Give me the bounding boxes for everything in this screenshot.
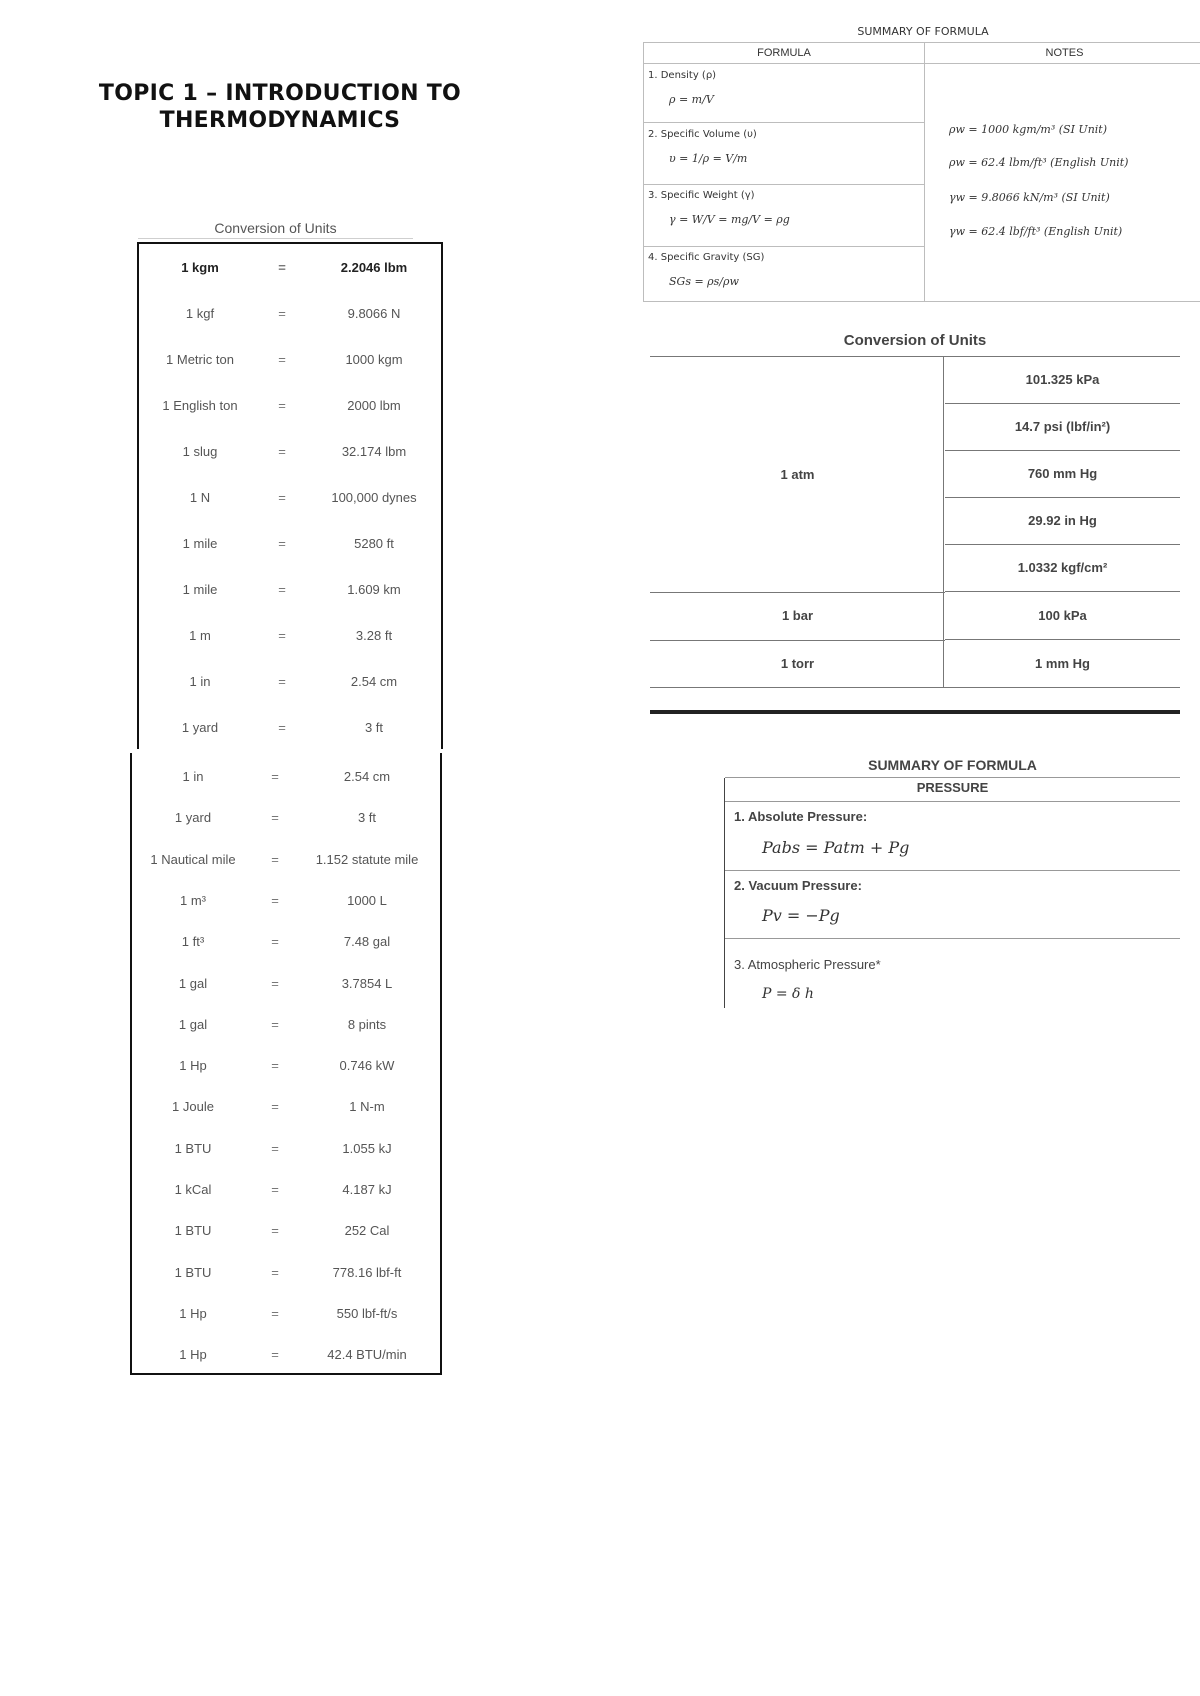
- equals-sign: =: [271, 934, 279, 950]
- conversion-row: [133, 963, 437, 1004]
- conversion-to: 550 lbf-ft/s: [336, 1305, 398, 1321]
- specific-gravity-label: 4. Specific Gravity (SG): [648, 252, 765, 263]
- conversion-to: 2.54 cm: [350, 673, 398, 689]
- conversion-to: 5280 ft: [354, 535, 394, 551]
- formula-column-header: FORMULA: [644, 43, 925, 64]
- conversion-from: 1 in: [182, 769, 204, 784]
- title-line-2: THERMODYNAMICS: [159, 108, 401, 133]
- vacuum-pressure-formula: Pv = −Pg: [762, 906, 840, 925]
- conversion-to: 3 ft: [357, 810, 377, 826]
- section-divider: [650, 710, 1180, 714]
- equals-sign: =: [271, 769, 279, 784]
- specific-gravity-formula: SGs = ρs/ρw: [669, 275, 739, 288]
- summary-formula-title: SUMMARY OF FORMULA: [857, 25, 989, 38]
- conversion-from: 1 mile: [182, 535, 218, 551]
- equals-sign: =: [278, 719, 286, 735]
- equals-sign: =: [278, 627, 286, 643]
- conversion-to: 778.16 lbf-ft: [332, 1264, 402, 1280]
- conversion-from: 1 m: [189, 627, 211, 643]
- title-line-1: TOPIC 1 – INTRODUCTION TO: [98, 81, 462, 106]
- conversion-row: [133, 880, 437, 921]
- density-formula: ρ = m/V: [669, 93, 714, 106]
- conversion-from: 1 m³: [180, 892, 206, 908]
- conversion-to: 1000 L: [347, 892, 387, 908]
- torr-label: 1 torr: [780, 656, 815, 671]
- bar-label: 1 bar: [781, 608, 814, 623]
- bar-value: 100 kPa: [945, 593, 1180, 640]
- conversion-to: 8 pints: [347, 1016, 387, 1032]
- equals-sign: =: [278, 305, 286, 321]
- note-water-weight-english: γw = 62.4 lbf/ft³ (English Unit): [949, 225, 1123, 238]
- conversion-to: 2.54 cm: [343, 769, 391, 784]
- equals-sign: =: [271, 1140, 279, 1156]
- conversion-from: 1 BTU: [174, 1140, 212, 1156]
- conversion-to: 1000 kgm: [345, 351, 403, 367]
- conversion-row: [140, 244, 444, 290]
- pressure-summary-title: SUMMARY OF FORMULA: [868, 757, 1037, 773]
- conversion-row: [133, 921, 437, 962]
- row-divider: [644, 184, 924, 185]
- conversion-from: 1 slug: [182, 443, 218, 459]
- conversion-row: [140, 336, 444, 382]
- conversion-row: [140, 290, 444, 336]
- equals-sign: =: [278, 673, 286, 689]
- conversion-from: 1 BTU: [174, 1264, 212, 1280]
- equals-sign: =: [271, 1347, 279, 1363]
- equals-sign: =: [271, 892, 279, 908]
- atmospheric-pressure-formula: P = δ h: [762, 986, 814, 1002]
- conversion-to: 42.4 BTU/min: [327, 1347, 407, 1363]
- conversion-to: 0.746 kW: [339, 1058, 395, 1074]
- conversion-from: 1 in: [189, 673, 211, 689]
- atm-value-psi: 14.7 psi (lbf/in²): [945, 404, 1180, 451]
- equals-sign: =: [278, 535, 286, 551]
- specific-volume-label: 2. Specific Volume (υ): [648, 129, 757, 140]
- conversion-to: 3.28 ft: [355, 627, 393, 643]
- row-divider: [725, 777, 1180, 778]
- density-label: 1. Density (ρ): [648, 70, 717, 81]
- note-water-density-english: ρw = 62.4 lbm/ft³ (English Unit): [949, 156, 1129, 169]
- conversion-to: 32.174 lbm: [341, 443, 407, 459]
- conversion-to: 1 N-m: [349, 1099, 385, 1115]
- equals-sign: =: [271, 1305, 279, 1321]
- equals-sign: =: [271, 851, 279, 867]
- conversion-from: 1 ft³: [181, 934, 205, 950]
- conversion-row: [133, 797, 437, 838]
- summary-formula-table: [643, 42, 1200, 302]
- conversion-row: [133, 1210, 437, 1251]
- atm-value-kgf: 1.0332 kgf/cm²: [945, 545, 1180, 592]
- atm-value-kpa: 101.325 kPa: [945, 357, 1180, 404]
- conversion-from: 1 gal: [178, 1016, 208, 1032]
- page-title: [90, 80, 470, 134]
- conversion-row: [133, 1086, 437, 1127]
- conversion-row: [133, 1169, 437, 1210]
- equals-sign: =: [278, 581, 286, 597]
- atm-value-inhg: 29.92 in Hg: [945, 498, 1180, 545]
- absolute-pressure-label: 1. Absolute Pressure:: [734, 809, 868, 824]
- specific-weight-formula: γ = W/V = mg/V = ρg: [669, 213, 790, 226]
- pressure-subtitle: PRESSURE: [916, 780, 989, 795]
- atm-label: 1 atm: [780, 467, 815, 482]
- equals-sign: =: [271, 1223, 279, 1239]
- conversion-from: 1 Hp: [179, 1058, 207, 1074]
- conversion-row: [140, 428, 444, 474]
- row-divider: [644, 122, 924, 123]
- torr-value: 1 mm Hg: [945, 641, 1180, 688]
- row-divider: [650, 592, 945, 593]
- conversion-to: 252 Cal: [344, 1223, 390, 1239]
- conversion-from: 1 kCal: [174, 1182, 212, 1197]
- conversion-to: 9.8066 N: [347, 305, 401, 321]
- conversion-from: 1 kgm: [181, 259, 219, 275]
- row-divider: [725, 870, 1180, 871]
- equals-sign: =: [271, 1264, 279, 1280]
- equals-sign: =: [271, 1182, 279, 1197]
- pressure-table-left-border: [724, 778, 725, 1008]
- conversion-row: [140, 382, 444, 428]
- conversion-row: [133, 756, 437, 797]
- conversion-table-caption: Conversion of Units: [214, 220, 337, 236]
- conversion-row: [140, 658, 444, 704]
- conversion-from: 1 Hp: [179, 1347, 207, 1363]
- notes-column-header: NOTES: [925, 43, 1200, 64]
- conversion-row: [140, 566, 444, 612]
- conversion-from: 1 gal: [178, 975, 208, 991]
- atm-value-mmhg: 760 mm Hg: [945, 451, 1180, 498]
- atmospheric-pressure-label: 3. Atmospheric Pressure*: [734, 957, 881, 972]
- conversion-from: 1 N: [189, 489, 211, 505]
- conversion-from: 1 kgf: [185, 305, 215, 321]
- conversion-row: [140, 474, 444, 520]
- conversion-to: 1.152 statute mile: [315, 851, 419, 867]
- equals-sign: =: [278, 489, 286, 505]
- column-divider: [924, 43, 925, 301]
- equals-sign: =: [278, 397, 286, 413]
- equals-sign: =: [271, 975, 279, 991]
- conversion-row: [133, 1252, 437, 1293]
- equals-sign: =: [271, 1016, 279, 1032]
- note-water-density-si: ρw = 1000 kgm/m³ (SI Unit): [949, 123, 1108, 136]
- conversion-from: 1 Hp: [179, 1305, 207, 1321]
- conversion-row: [133, 839, 437, 880]
- conversion-from: 1 Nautical mile: [150, 851, 236, 867]
- equals-sign: =: [271, 810, 279, 826]
- specific-weight-label: 3. Specific Weight (γ): [648, 190, 755, 201]
- conversion-to: 4.187 kJ: [342, 1182, 392, 1197]
- conversion-to: 7.48 gal: [343, 934, 391, 950]
- conversion-row: [133, 1334, 437, 1375]
- conversion-row: [133, 1045, 437, 1086]
- equals-sign: =: [278, 443, 286, 459]
- row-divider: [650, 640, 945, 641]
- specific-volume-formula: υ = 1/ρ = V/m: [669, 152, 748, 165]
- conversion-to: 100,000 dynes: [331, 489, 417, 505]
- caption-divider: [138, 238, 413, 239]
- conversion-from: 1 English ton: [162, 397, 238, 413]
- conversion-from: 1 mile: [182, 581, 218, 597]
- conversion-from: 1 Joule: [172, 1099, 214, 1115]
- conversion-from: 1 BTU: [174, 1223, 212, 1239]
- conversion-row: [133, 1293, 437, 1334]
- conversion-row: [140, 704, 444, 750]
- conversion-right-column-divider: [943, 357, 944, 688]
- conversion-to: 1.055 kJ: [342, 1140, 392, 1156]
- equals-sign: =: [271, 1099, 279, 1115]
- vacuum-pressure-label: 2. Vacuum Pressure:: [734, 878, 862, 893]
- conversion-from: 1 yard: [174, 810, 212, 826]
- conversion-from: 1 yard: [181, 719, 219, 735]
- row-divider: [650, 687, 945, 688]
- row-divider: [725, 938, 1180, 939]
- conversion-row: [140, 520, 444, 566]
- equals-sign: =: [278, 259, 286, 275]
- conversion-to: 3.7854 L: [341, 975, 393, 991]
- absolute-pressure-formula: Pabs = Patm + Pg: [762, 838, 910, 857]
- conversion-to: 2.2046 lbm: [340, 259, 408, 275]
- equals-sign: =: [271, 1058, 279, 1074]
- conversion-row: [133, 1128, 437, 1169]
- conversion-right-table: [650, 356, 1180, 689]
- conversion-to: 1.609 km: [347, 581, 401, 597]
- conversion-to: 2000 lbm: [347, 397, 401, 413]
- note-water-weight-si: γw = 9.8066 kN/m³ (SI Unit): [949, 191, 1110, 204]
- conversion-to: 3 ft: [364, 719, 384, 735]
- conversion-row: [133, 1004, 437, 1045]
- row-divider: [725, 801, 1180, 802]
- conversion-from: 1 Metric ton: [166, 351, 234, 367]
- equals-sign: =: [278, 351, 286, 367]
- row-divider: [644, 246, 924, 247]
- conversion-row: [140, 612, 444, 658]
- conversion-right-title: Conversion of Units: [843, 332, 987, 349]
